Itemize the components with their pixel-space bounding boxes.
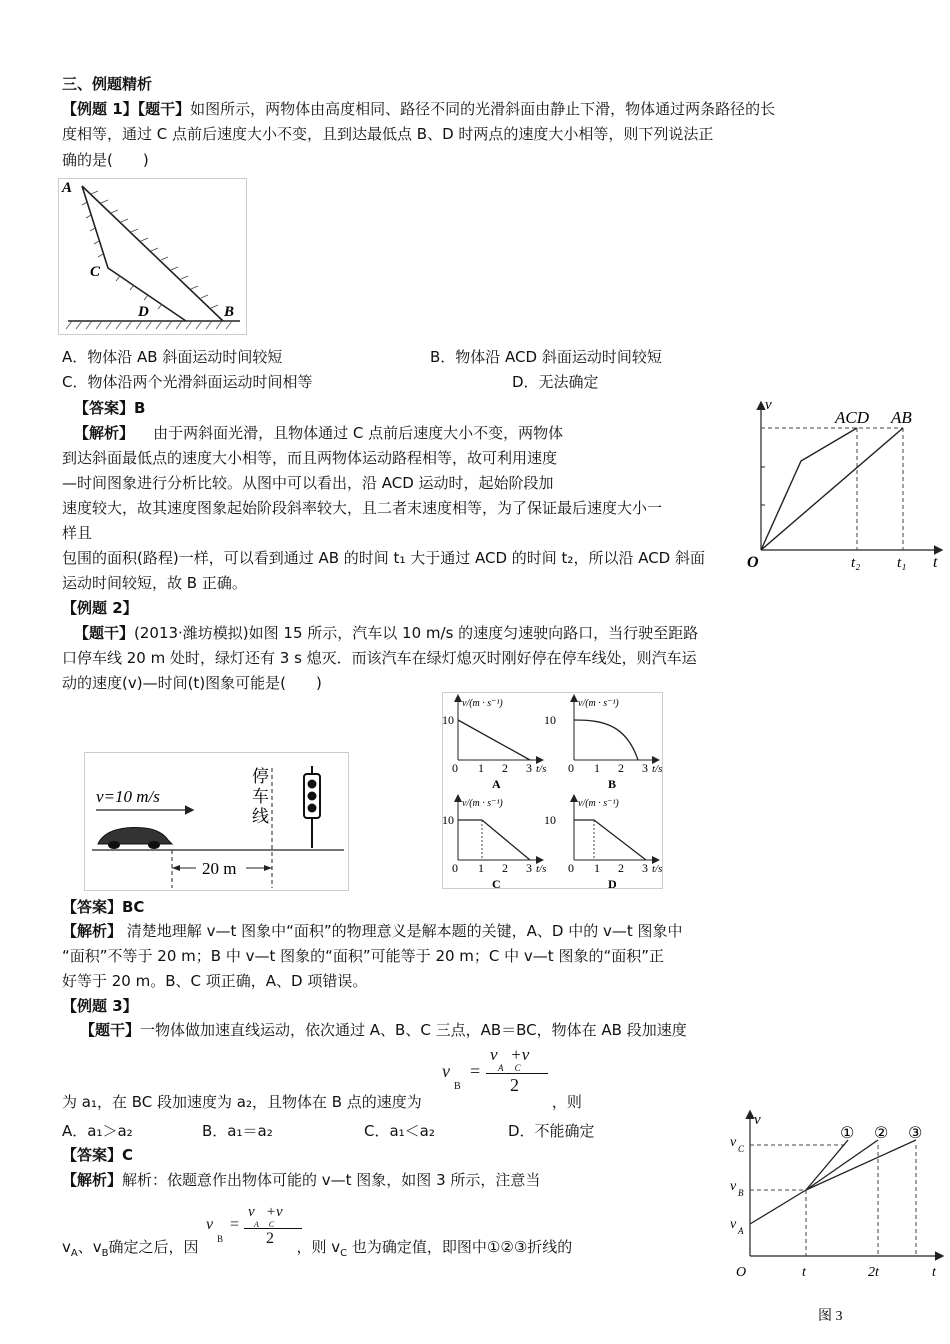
ex2-graph-b: [544, 696, 662, 791]
circled-1: ①: [840, 1123, 855, 1142]
ex2-answer: 【答案】BC: [62, 898, 145, 916]
ex3-tag: 【例题 3】: [62, 997, 138, 1015]
circled-3: ③: [908, 1123, 923, 1142]
ex3-option-d: D．不能确定: [508, 1122, 595, 1140]
svg-text:t/s: t/s: [652, 863, 663, 875]
svg-text:10: 10: [442, 813, 454, 827]
ex1-slope-figure: [58, 178, 248, 336]
ex2-sign-char1: 停: [252, 767, 269, 787]
ex1-text1: 如图所示，两物体由高度相同、路径不同的光滑斜面由静止下滑，物体通过两条路径的长: [190, 100, 776, 118]
svg-text:v: v: [754, 1112, 761, 1128]
ex1-vt-t2-label: t₂: [851, 555, 861, 571]
svg-text:10: 10: [544, 813, 556, 827]
ex3-formula: v B = v +v A C 2: [442, 1045, 562, 1099]
ex1-analysis-line4: 速度较大，故其速度图象起始阶段斜率较大，且二者末速度相等，为了保证最后速度大小一: [62, 499, 663, 517]
svg-text:A: A: [738, 1226, 744, 1236]
ex1-label-b: B: [224, 304, 235, 320]
ex1-analysis-line7: 运动时间较短，故 B 正确。: [62, 574, 247, 592]
svg-text:3: 3: [642, 761, 648, 775]
ex2-analysis-line3: 好等于 20 m。B、C 项正确，A、D 项错误。: [62, 972, 368, 990]
ex1-analysis-line2: 到达斜面最低点的速度大小相等，而且两物体运动路程相等，故可利用速度: [62, 449, 558, 467]
svg-text:10: 10: [544, 713, 556, 727]
ex1-tag: 【例题 1】【题干】: [62, 100, 191, 118]
ex1-analysis-line3: —时间图象进行分析比较。从图中可以看出，沿 ACD 运动时，起始阶段加: [62, 474, 554, 492]
svg-text:B: B: [738, 1188, 744, 1198]
svg-text:v/(m · s⁻¹): v/(m · s⁻¹): [462, 798, 503, 809]
svg-text:1: 1: [594, 761, 600, 775]
ex2-analysis-line2: “面积”不等于 20 m；B 中 v—t 图象的“面积”可能等于 20 m；C 中 v—t 图象的“面积”正: [62, 947, 664, 965]
ex3-text2b: ，则: [551, 1093, 582, 1111]
ex1-analysis-line1: [74, 423, 563, 443]
svg-text:0: 0: [452, 861, 458, 875]
ex2-graph-c: [442, 796, 546, 890]
svg-text:v/(m · s⁻¹): v/(m · s⁻¹): [462, 698, 503, 709]
svg-text:0: 0: [568, 761, 574, 775]
svg-text:2: 2: [502, 861, 508, 875]
ex1-analysis-line5: 样且: [62, 524, 93, 542]
ex3-text2a: 为 a₁，在 BC 段加速度为 a₂，且物体在 B 点的速度为: [62, 1093, 422, 1111]
svg-text:B: B: [608, 777, 617, 791]
svg-text:1: 1: [478, 761, 484, 775]
svg-text:3: 3: [526, 761, 532, 775]
ex1-vt-acd-line: [761, 428, 857, 550]
ex2-analysis-text1: 清楚地理解 v—t 图象中“面积”的物理意义是解本题的关键，A、D 中的 v—t 图象中: [126, 922, 683, 940]
ex2-graph-a: [442, 696, 546, 791]
svg-text:2t: 2t: [868, 1265, 879, 1280]
svg-text:10: 10: [442, 713, 454, 727]
ex1-option-a: A．物体沿 AB 斜面运动时间较短: [62, 348, 283, 366]
circled-2: ②: [874, 1123, 889, 1142]
svg-text:t/s: t/s: [652, 763, 663, 775]
ex1-vt-ab-label: AB: [891, 408, 912, 427]
ex1-line1: [62, 99, 775, 119]
svg-text:D: D: [608, 877, 617, 890]
ex3-option-b: B．a₁＝a₂: [202, 1122, 273, 1140]
ex2-scene-speed: v=10 m/s: [96, 787, 160, 806]
svg-text:C: C: [492, 877, 501, 890]
ex1-vt-v-label: v: [765, 397, 772, 413]
svg-text:2: 2: [502, 761, 508, 775]
ex3-text1: 一物体做加速直线运动，依次通过 A、B、C 三点，AB＝BC，物体在 AB 段加速度: [140, 1021, 687, 1039]
svg-text:3: 3: [642, 861, 648, 875]
ex1-line3: 确的是( ): [62, 151, 149, 169]
ex3-line1: [80, 1020, 687, 1040]
ex1-label-c: C: [90, 264, 101, 280]
svg-text:v/(m · s⁻¹): v/(m · s⁻¹): [578, 698, 619, 709]
ex1-analysis-tag: 【解析】: [74, 424, 135, 442]
section-title: 三、例题精析: [62, 75, 153, 93]
ex2-tag: 【例题 2】: [62, 599, 138, 617]
ex3-analysis-line2: $v_A$、$v_B$确定之后，因 ，则 $v_C$ 也为确定值，即图中①②③折线的: [62, 1238, 573, 1259]
figure-3-caption: 图 3: [818, 1309, 843, 1324]
ex1-vt-graph: [745, 395, 945, 575]
svg-text:t/s: t/s: [536, 763, 547, 775]
svg-text:t: t: [932, 1265, 936, 1280]
ex2-graphs-figure: [442, 692, 664, 890]
ex1-vt-t1-label: t₁: [897, 555, 907, 571]
ex1-vt-ab-line: [761, 428, 903, 550]
ex3-analysis-line1: [62, 1170, 540, 1190]
ex1-analysis-text1: 由于两斜面光滑，且物体通过 C 点前后速度大小不变，两物体: [153, 424, 564, 442]
svg-text:0: 0: [568, 861, 574, 875]
ex2-analysis-line1: [62, 921, 683, 941]
svg-text:C: C: [738, 1144, 745, 1154]
svg-text:v: v: [730, 1135, 737, 1150]
ex3-option-c: C．a₁＜a₂: [364, 1122, 435, 1140]
svg-text:0: 0: [452, 761, 458, 775]
ex2-stem-tag: 【题干】: [74, 624, 135, 642]
ex3-analysis-text1: 解析：依题意作出物体可能的 v—t 图象，如图 3 所示，注意当: [122, 1171, 541, 1189]
ex1-option-b: B．物体沿 ACD 斜面运动时间较短: [430, 348, 662, 366]
ex1-vt-origin: O: [747, 554, 759, 571]
ex3-option-a: A．a₁＞a₂: [62, 1122, 133, 1140]
svg-text:t: t: [802, 1265, 806, 1280]
ex2-line3: 动的速度(v)—时间(t)图象可能是( ): [62, 674, 322, 692]
svg-text:3: 3: [526, 861, 532, 875]
svg-text:O: O: [736, 1265, 747, 1280]
ex1-line2: 度相等，通过 C 点前后速度大小不变，且到达最低点 B、D 时两点的速度大小相等，则下列说法正: [62, 125, 714, 143]
ex3-line-3: [806, 1140, 916, 1190]
svg-text:t/s: t/s: [536, 863, 547, 875]
ex2-sign-char3: 线: [252, 807, 269, 827]
ex1-slope-acd: [82, 186, 186, 321]
ex1-vt-t-label: t: [933, 554, 938, 571]
ex2-analysis-tag: 【解析】: [62, 922, 123, 940]
ex2-scene-figure: [84, 752, 350, 892]
ex1-option-d: D．无法确定: [512, 373, 599, 391]
ex1-label-a: A: [62, 180, 73, 196]
svg-text:v: v: [730, 1179, 737, 1194]
svg-text:1: 1: [594, 861, 600, 875]
svg-text:2: 2: [618, 761, 624, 775]
svg-text:v/(m · s⁻¹): v/(m · s⁻¹): [578, 798, 619, 809]
ex2-graph-d: [544, 796, 662, 890]
ex1-option-c: C．物体沿两个光滑斜面运动时间相等: [62, 373, 313, 391]
ex1-analysis-line6: 包围的面积(路程)一样，可以看到通过 AB 的时间 t₁ 大于通过 ACD 的时间 t₂，所以沿 ACD 斜面: [62, 549, 706, 567]
ex1-label-d: D: [138, 304, 149, 320]
ex2-sign-char2: 车: [252, 787, 269, 807]
ex1-vt-acd-label: ACD: [835, 408, 869, 427]
ex2-line2: 口停车线 20 m 处时，绿灯还有 3 s 熄灭．而该汽车在绿灯熄灭时刚好停在停车线处，则汽车运: [62, 649, 697, 667]
svg-text:A: A: [492, 777, 501, 791]
ex3-vt-graph: [728, 1106, 946, 1328]
ex3-formula-2: v B = v +v A C 2: [206, 1204, 306, 1254]
ex3-line2: [62, 1092, 582, 1112]
ex1-answer: 【答案】B: [74, 399, 146, 417]
svg-text:1: 1: [478, 861, 484, 875]
ex3-answer: 【答案】C: [62, 1146, 134, 1164]
svg-text:v: v: [730, 1217, 737, 1232]
ex3-analysis-tag: 【解析】: [62, 1171, 123, 1189]
ex3-stem-tag: 【题干】: [80, 1021, 141, 1039]
svg-text:2: 2: [618, 861, 624, 875]
ex2-scene-distance: 20 m: [202, 859, 237, 878]
ex2-line1: [74, 623, 698, 643]
ex2-text1: (2013·潍坊模拟)如图 15 所示，汽车以 10 m/s 的速度匀速驶向路口，当行驶至距路: [134, 624, 699, 642]
